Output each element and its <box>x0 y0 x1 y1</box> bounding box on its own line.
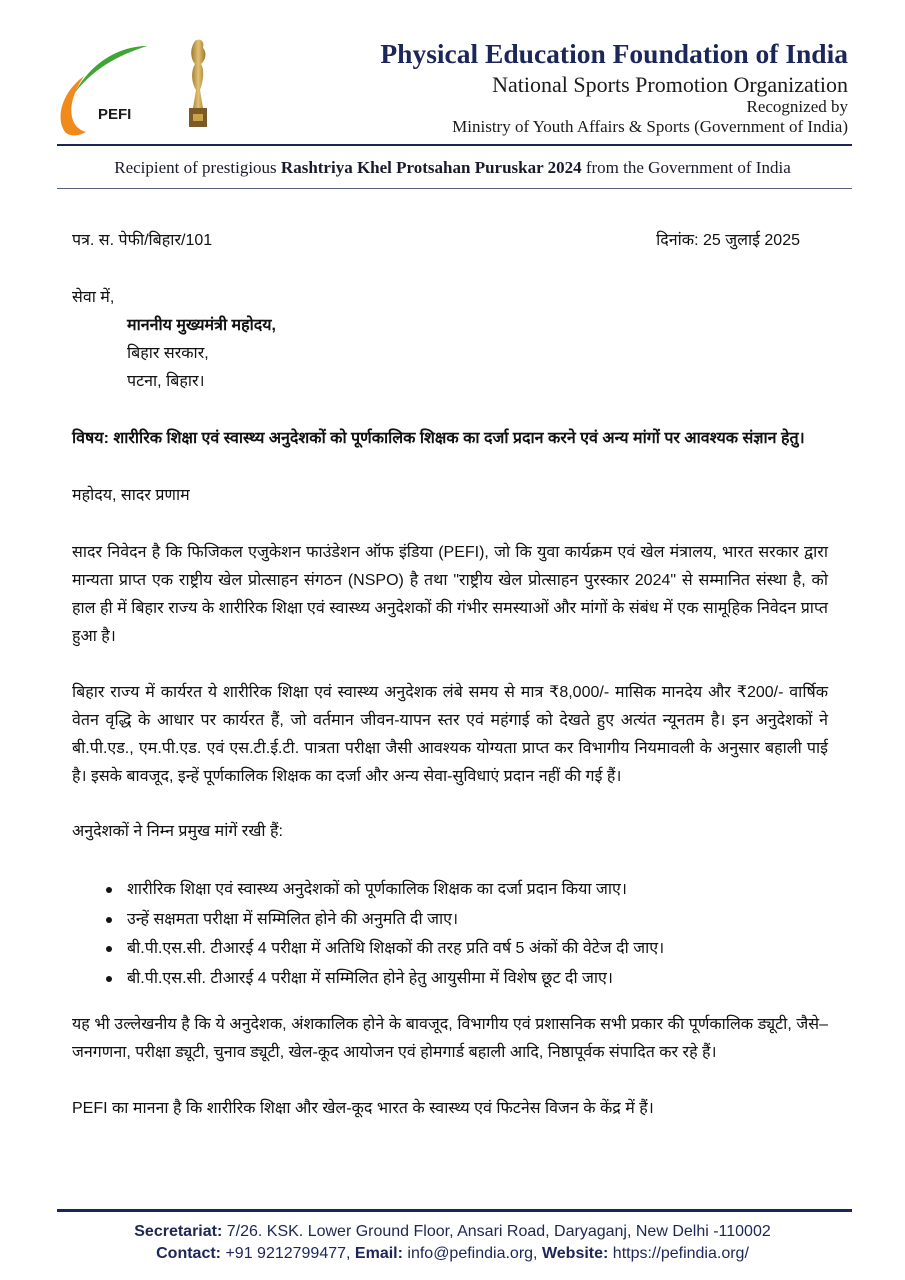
award-line <box>0 157 905 179</box>
footer-divider <box>57 1209 852 1212</box>
reference-number: पत्र. स. पेफी/बिहार/101 <box>72 232 213 249</box>
bullet-icon <box>106 946 112 952</box>
email-label: Email: <box>354 1245 403 1262</box>
pefi-logo-icon <box>52 40 152 140</box>
demand-text: बी.पी.एस.सी. टीआरई 4 परीक्षा में अतिथि शिक्षकों की तरह प्रति वर्ष 5 अंकों की वेटेज दी जाए। <box>127 940 665 957</box>
list-item <box>127 905 828 935</box>
list-item <box>127 964 828 994</box>
website-url: https://pefindia.org/ <box>612 1245 749 1262</box>
demand-text: बी.पी.एस.सी. टीआरई 4 परीक्षा में सम्मिलित होने हेतु आयुसीमा में विशेष छूट दी जाए। <box>127 969 613 987</box>
award-name: Rashtriya Khel Protsahan Puruskar 2024 <box>280 158 582 177</box>
list-item <box>127 934 828 964</box>
bullet-icon <box>106 917 112 923</box>
logo-green-swoosh <box>74 46 147 94</box>
bullet-icon <box>106 887 112 893</box>
addressee-line: बिहार सरकार, <box>127 345 209 362</box>
recognized-by: Recognized by <box>746 97 848 116</box>
addressee-line: माननीय मुख्यमंत्री महोदय, <box>127 317 276 334</box>
contact-phone: +91 9212799477, <box>225 1245 351 1262</box>
letter-body <box>72 227 828 1123</box>
body-paragraph: सादर निवेदन है कि फिजिकल एजुकेशन फाउंडेशन ऑफ इंडिया (PEFI), जो कि युवा कार्यक्रम एवं खेल मंत्रालय, भारत सरकार द्वारा मान्यता प्राप्त एक राष्ट्रीय खेल प्रोत्साहन संगठन (NSPO) है तथा "राष्ट्रीय खेल प्रोत्साहन पुरस्कार 2024" से सम्मानित संस्था है, को हाल ही में बिहार राज्य के शारीरिक शिक्षा एवं स्वास्थ्य अनुदेशकों की गंभीर समस्याओं और मांगों के संबंध में एक सामूहिक निवेदन प्राप्त हुआ है। <box>72 544 828 645</box>
header-divider <box>57 144 852 146</box>
demands-intro: अनुदेशकों ने निम्न प्रमुख मांगें रखी हैं: <box>72 823 283 840</box>
award-divider <box>57 188 852 189</box>
org-subtitle: National Sports Promotion Organization <box>492 72 848 97</box>
subject-line: विषय: शारीरिक शिक्षा एवं स्वास्थ्य अनुदेशकों को पूर्णकालिक शिक्षक का दर्जा प्रदान करने एवं अन्य मांगों पर आवश्यक संज्ञान हेतु। <box>72 430 805 447</box>
contact-label: Contact: <box>156 1245 221 1262</box>
ministry-name: Ministry of Youth Affairs & Sports (Government of India) <box>452 117 848 136</box>
logo-orange-swoosh <box>61 76 86 135</box>
secretariat-label: Secretariat: <box>134 1223 223 1240</box>
award-suffix: from the Government of India <box>585 158 791 177</box>
bullet-icon <box>106 976 112 982</box>
logo-text: PEFI <box>98 106 132 123</box>
footer-secretariat <box>0 1221 905 1243</box>
website-label: Website: <box>541 1245 609 1262</box>
salutation: महोदय, सादर प्रणाम <box>72 487 190 504</box>
trophy-figure <box>191 40 205 108</box>
demand-text: उन्हें सक्षमता परीक्षा में सम्मिलित होने की अनुमति दी जाए। <box>127 910 459 928</box>
email-address: info@pefindia.org, <box>407 1245 538 1262</box>
trophy-plate <box>193 114 203 121</box>
body-paragraph: यह भी उल्लेखनीय है कि ये अनुदेशक, अंशकालिक होने के बावजूद, विभागीय एवं प्रशासनिक सभी प्रकार की पूर्णकालिक ड्यूटी, जैसे–जनगणना, परीक्षा ड्यूटी, चुनाव ड्यूटी, खेल-कूद आयोजन एवं होमगार्ड बहाली आदि, निष्ठापूर्वक संपादित कर रहे हैं। <box>72 1016 828 1061</box>
trophy-icon <box>180 38 216 130</box>
reference-row <box>72 227 828 255</box>
to-label: सेवा में, <box>72 289 115 306</box>
secretariat-address: 7/26. KSK. Lower Ground Floor, Ansari Road, Daryaganj, New Delhi -110002 <box>226 1223 771 1240</box>
demand-text: शारीरिक शिक्षा एवं स्वास्थ्य अनुदेशकों को पूर्णकालिक शिक्षक का दर्जा प्रदान किया जाए। <box>127 881 627 898</box>
addressee-line: पटना, बिहार। <box>127 373 205 390</box>
body-paragraph: PEFI का मानना है कि शारीरिक शिक्षा और खेल-कूद भारत के स्वास्थ्य एवं फिटनेस विजन के केंद्र में हैं। <box>72 1100 654 1117</box>
list-item <box>127 875 828 905</box>
footer-contact <box>0 1243 905 1265</box>
letter-date: दिनांक: 25 जुलाई 2025 <box>656 232 800 249</box>
award-prefix: Recipient of prestigious <box>114 158 277 177</box>
org-name: Physical Education Foundation of India <box>380 38 848 69</box>
body-paragraph: बिहार राज्य में कार्यरत ये शारीरिक शिक्षा एवं स्वास्थ्य अनुदेशक लंबे समय से मात्र ₹8,000/- मासिक मानदेय और ₹200/- वार्षिक वेतन वृद्धि के आधार पर कार्यरत हैं, जो वर्तमान जीवन-यापन स्तर एवं महंगाई को देखते हुए अत्यंत न्यूनतम है। इन अनुदेशकों ने बी.पी.एड., एम.पी.एड. एवं एस.टी.ई.टी. पात्रता परीक्षा जैसी आवश्यक योग्यता प्राप्त कर विभागीय नियमावली के अनुसार बहाली पाई है। इसके बावजूद, इन्हें पूर्णकालिक शिक्षक का दर्जा और अन्य सेवा-सुविधाएं प्रदान नहीं की गई हैं। <box>72 684 828 785</box>
demands-list <box>72 875 828 993</box>
addressee-block <box>72 312 828 396</box>
